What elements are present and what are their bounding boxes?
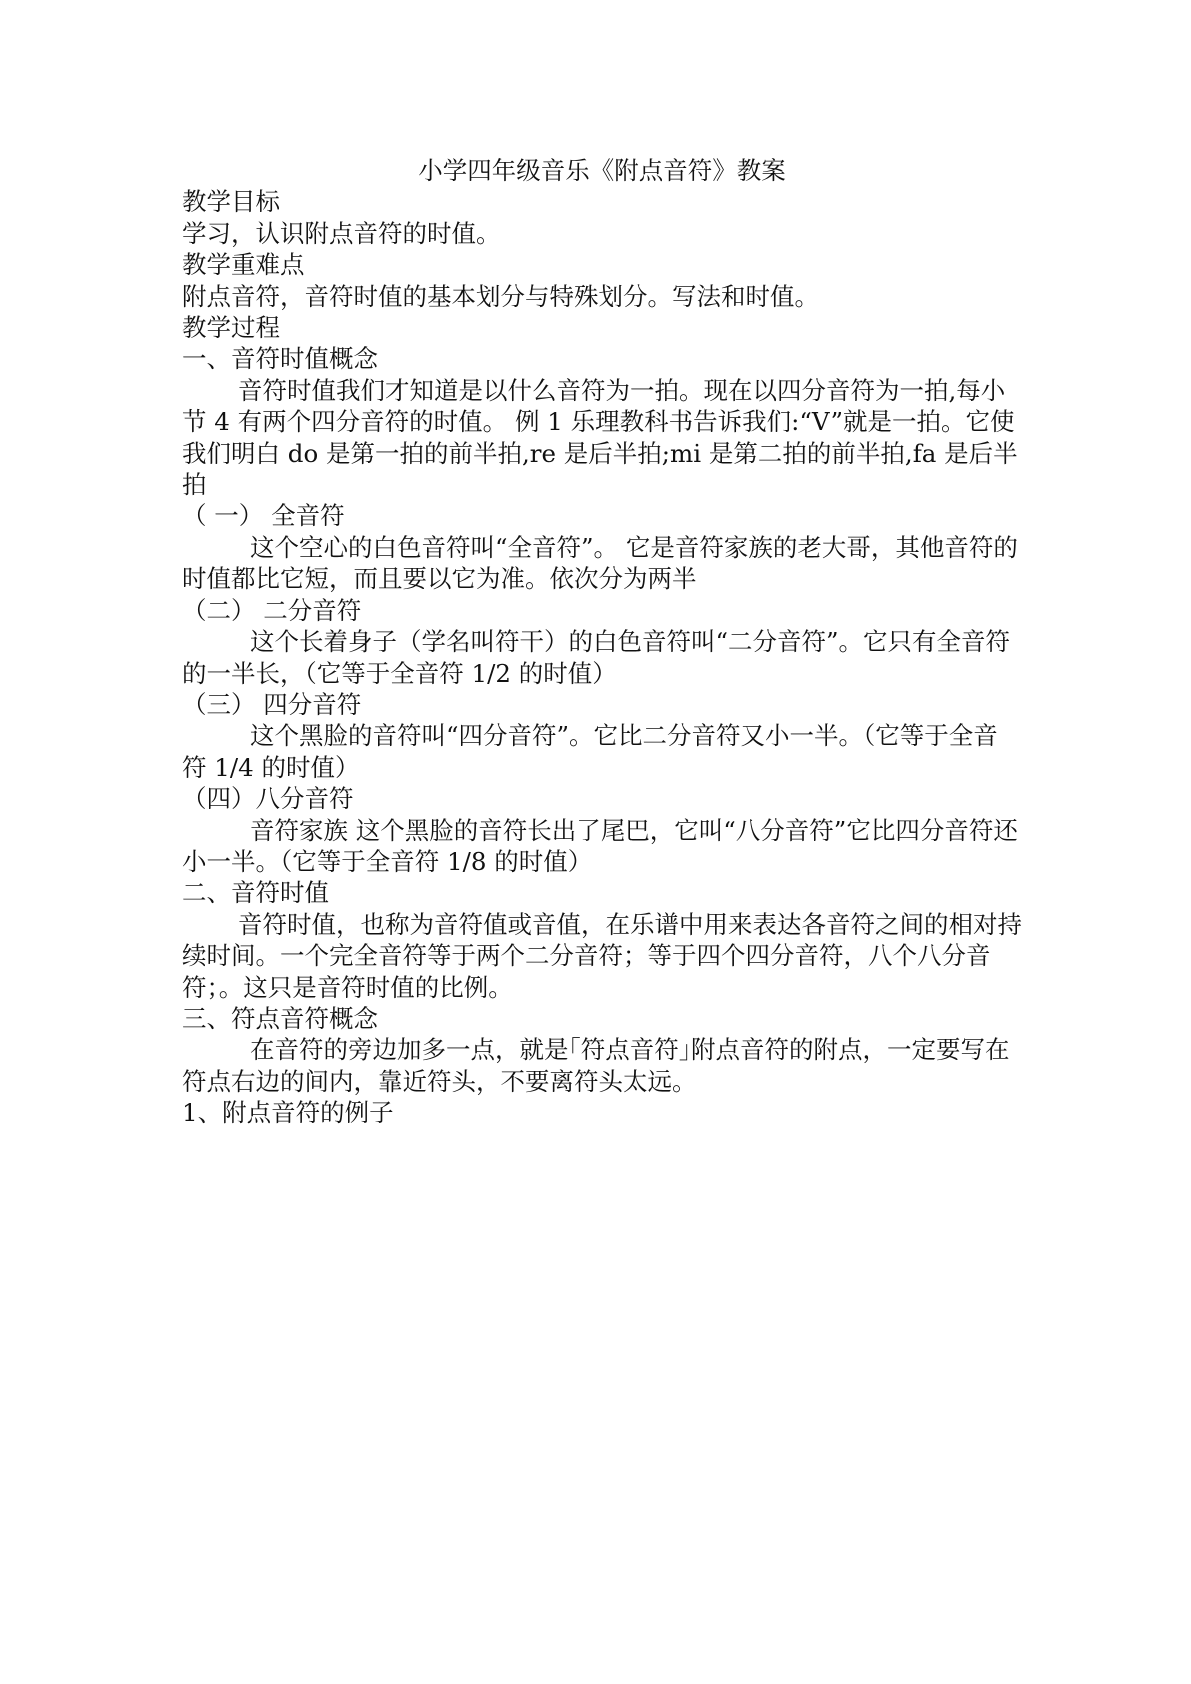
subsection3-heading: （三） 四分音符 (182, 689, 362, 719)
section3-item1: 1、附点音符的例子 (182, 1098, 394, 1128)
subsection2-heading: （二） 二分音符 (182, 595, 362, 625)
section3-paragraph: 在音符的旁边加多一点，就是｢符点音符｣附点音符的附点，一定要写在符点右边的间内，靠近符头，不要离符头太远。 (182, 1035, 1010, 1096)
document-title: 小学四年级音乐《附点音符》教案 (418, 156, 786, 185)
subsection2-paragraph: 这个长着身子（学名叫符干）的白色音符叫“二分音符”。它只有全音符的一半长，（它等于全音符 1/2 的时值） (182, 627, 1011, 688)
section3-heading: 三、符点音符概念 (182, 1003, 378, 1033)
subsection3-paragraph: 这个黑脸的音符叫“四分音符”。它比二分音符又小一半。（它等于全音符 1/4 的时值） (182, 721, 998, 782)
section2-heading: 二、音符时值 (182, 878, 329, 908)
section2-paragraph: 音符时值，也称为音符值或音值，在乐谱中用来表达各音符之间的相对持续时间。一个完全音符等于两个二分音符；等于四个四分音符，八个八分音符；。这只是音符时值的比例。 (182, 909, 1022, 1002)
subsection4-heading: （四）八分音符 (182, 784, 354, 814)
heading-key-points: 教学重难点 (182, 250, 305, 280)
subsection1-paragraph: 这个空心的白色音符叫“全音符”。 它是音符家族的老大哥，其他音符的时值都比它短，而且要以它为准。依次分为两半 (182, 532, 1018, 594)
section1-heading: 一、音符时值概念 (182, 344, 378, 374)
key-points-text: 附点音符，音符时值的基本划分与特殊划分。写法和时值。 (182, 281, 819, 311)
heading-teaching-goals: 教学目标 (182, 187, 280, 217)
teaching-goals-text: 学习，认识附点音符的时值。 (182, 218, 501, 248)
subsection1-heading: （ 一） 全音符 (182, 501, 345, 531)
subsection4-paragraph: 音符家族 这个黑脸的音符长出了尾巴，它叫“八分音符”它比四分音符还小一半。（它等于全音符 1/8 的时值） (182, 815, 1018, 876)
heading-teaching-process: 教学过程 (182, 313, 280, 343)
section1-paragraph: 音符时值我们才知道是以什么音符为一拍。现在以四分音符为一拍,每小节 4 有两个四分音符的时值。 例 1 乐理教科书告诉我们:“V”就是一拍。它使我们明白 do 是第一拍的前半拍,re 是后半拍;mi 是第二拍的前半拍,fa 是后半拍 (182, 375, 1018, 500)
document-body (182, 155, 1022, 1129)
